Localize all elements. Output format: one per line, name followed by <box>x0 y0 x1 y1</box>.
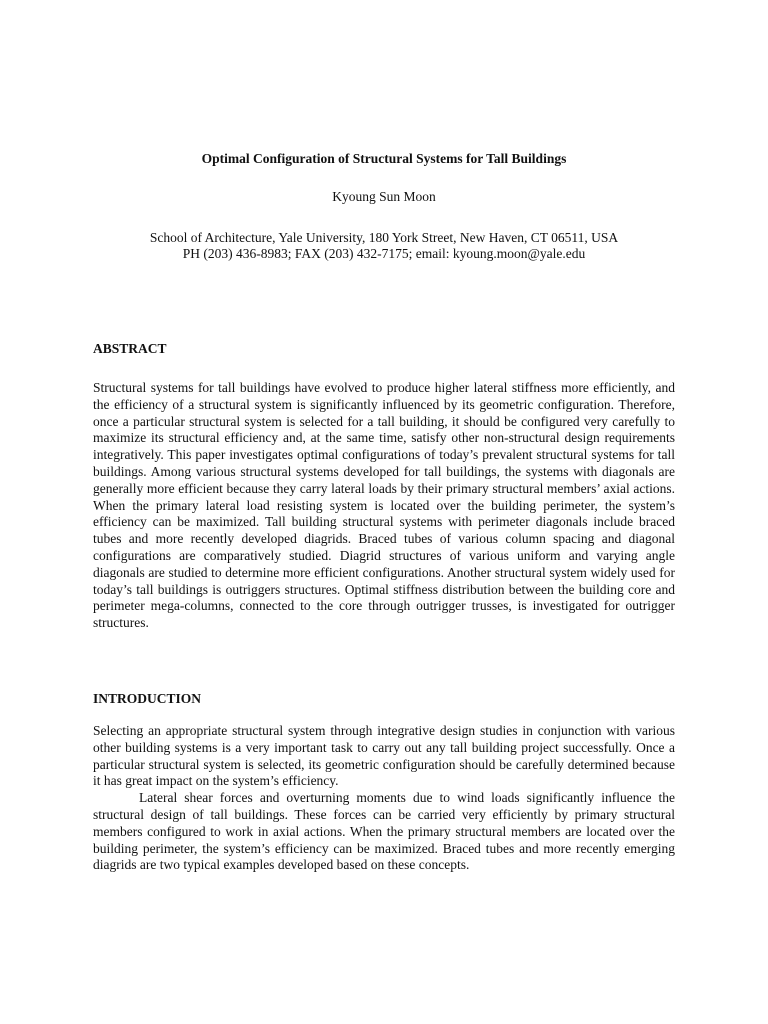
author-affiliation <box>0 230 768 262</box>
abstract-body: Structural systems for tall buildings have evolved to produce higher lateral stiffness more efficiently, and the efficiency of a structural system is significantly influenced by its geometric configuration. Therefore, once a particular structural system is selected for a tall building, it should be configured very carefully to maximize its structural efficiency and, at the same time, satisfy other non-structural design requirements integratively. This paper investigates optimal configurations of today’s prevalent structural systems for tall buildings. Among various structural systems developed for tall buildings, the systems with diagonals are generally more efficient because they carry lateral loads by their primary structural members’ axial actions. When the primary lateral load resisting system is located over the building perimeter, the system’s efficiency can be maximized. Tall building structural systems with perimeter diagonals include braced tubes and more recently developed diagrids. Braced tubes of various column spacing and diagonal configurations are comparatively studied. Diagrid structures of various uniform and varying angle diagonals are studied to determine more efficient configurations. Another structural system widely used for today’s tall buildings is outriggers structures. Optimal stiffness distribution between the building core and perimeter mega-columns, connected to the core through outrigger trusses, is investigated for outrigger structures. <box>93 380 675 631</box>
paper-title: Optimal Configuration of Structural Systems for Tall Buildings <box>201 151 567 166</box>
introduction-paragraph: Selecting an appropriate structural system through integrative design studies in conjunction with various other building systems is a very important task to carry out any tall building project successfully. Once a particular structural system is selected, its geometric configuration should be carefully determined because it has great impact on the system’s efficiency. <box>93 723 675 789</box>
introduction-heading: INTRODUCTION <box>93 691 202 706</box>
abstract-heading: ABSTRACT <box>93 341 167 356</box>
affiliation-contact: PH (203) 436-8983; FAX (203) 432-7175; email: kyoung.moon@yale.edu <box>182 246 586 261</box>
introduction-paragraph: Lateral shear forces and overturning moments due to wind loads significantly influence the structural design of tall buildings. These forces can be carried very efficiently by primary structural members configured to work in axial actions. When the primary structural members are located over the building perimeter, the system’s efficiency can be maximized. Braced tubes and more recently emerging diagrids are two typical examples developed based on these concepts. <box>93 790 675 873</box>
introduction-body <box>93 723 675 874</box>
author-name: Kyoung Sun Moon <box>332 189 436 204</box>
affiliation-address: School of Architecture, Yale University, 180 York Street, New Haven, CT 06511, USA <box>149 230 619 245</box>
